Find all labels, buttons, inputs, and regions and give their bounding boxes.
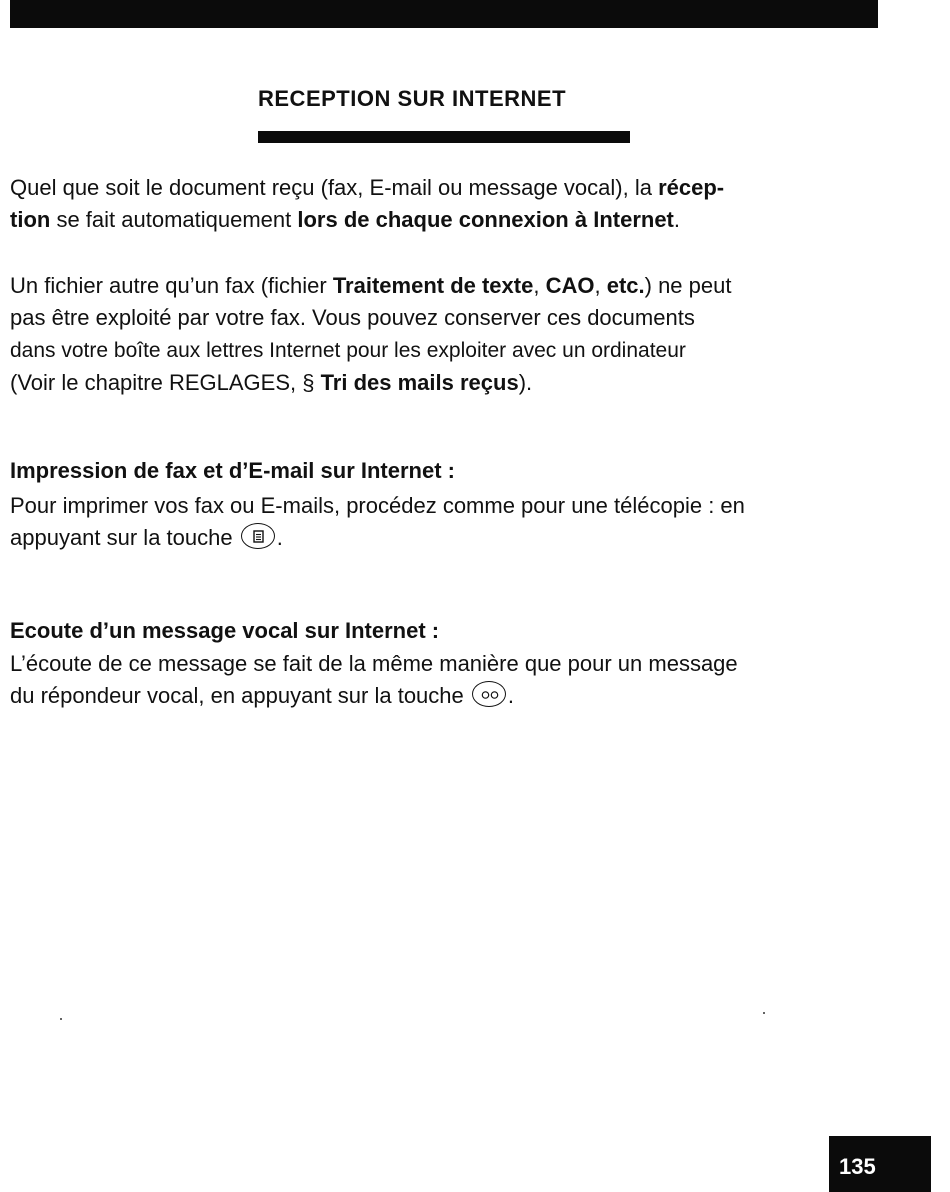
bold-run: Traitement de texte	[332, 273, 534, 298]
text-run: pas être exploité par votre fax. Vous pouvez conserver ces documents	[10, 305, 695, 330]
print-section-heading: Impression de fax et d’E-mail sur Internet :	[10, 458, 455, 483]
text-run: du répondeur vocal, en appuyant sur la touche	[10, 683, 464, 708]
text-run: ) ne peut	[644, 273, 732, 298]
text-run: L’écoute de ce message se fait de la même manière que pour un message	[10, 651, 738, 676]
bold-run: tion	[10, 207, 51, 232]
text-run: (Voir le chapitre REGLAGES, §	[10, 370, 321, 395]
print-section-body	[10, 490, 880, 554]
text-run: .	[673, 207, 681, 232]
bold-run: lors de chaque connexion à Internet	[297, 207, 674, 232]
top-header-bar	[10, 0, 878, 28]
text-run: ,	[533, 273, 546, 298]
intro-paragraph-2	[10, 270, 880, 399]
bold-run: etc.	[606, 273, 645, 298]
bold-run: Tri des mails reçus	[320, 370, 519, 395]
bold-run: récep-	[658, 175, 725, 200]
text-run: Un fichier autre qu’un fax (fichier	[10, 273, 333, 298]
page-title: RECEPTION SUR INTERNET	[258, 86, 567, 111]
text-run: Pour imprimer vos fax ou E-mails, procédez comme pour une télécopie : en	[10, 493, 745, 518]
bold-run: CAO	[545, 273, 595, 298]
voice-section-heading: Ecoute d’un message vocal sur Internet :	[10, 618, 440, 643]
text-run: Quel que soit le document reçu (fax, E-mail ou message vocal), la	[10, 175, 659, 200]
text-run: dans votre boîte aux lettres Internet pour les exploiter avec un ordinateur	[10, 339, 686, 362]
text-run: .	[276, 525, 283, 550]
text-run: ).	[518, 370, 533, 395]
text-run: .	[507, 683, 515, 708]
print-key-icon	[241, 523, 275, 549]
text-run: ,	[594, 273, 607, 298]
scan-speck	[60, 1018, 62, 1020]
scan-speck	[763, 1012, 765, 1014]
text-run: appuyant sur la touche	[10, 525, 233, 550]
intro-paragraph-1	[10, 172, 880, 236]
page-number: 135	[839, 1154, 876, 1179]
title-underline-rule	[258, 131, 630, 143]
page-number-tab	[829, 1136, 931, 1192]
playback-key-icon	[472, 681, 506, 707]
text-run: se fait automatiquement	[50, 207, 298, 232]
voice-section-body	[10, 648, 880, 712]
